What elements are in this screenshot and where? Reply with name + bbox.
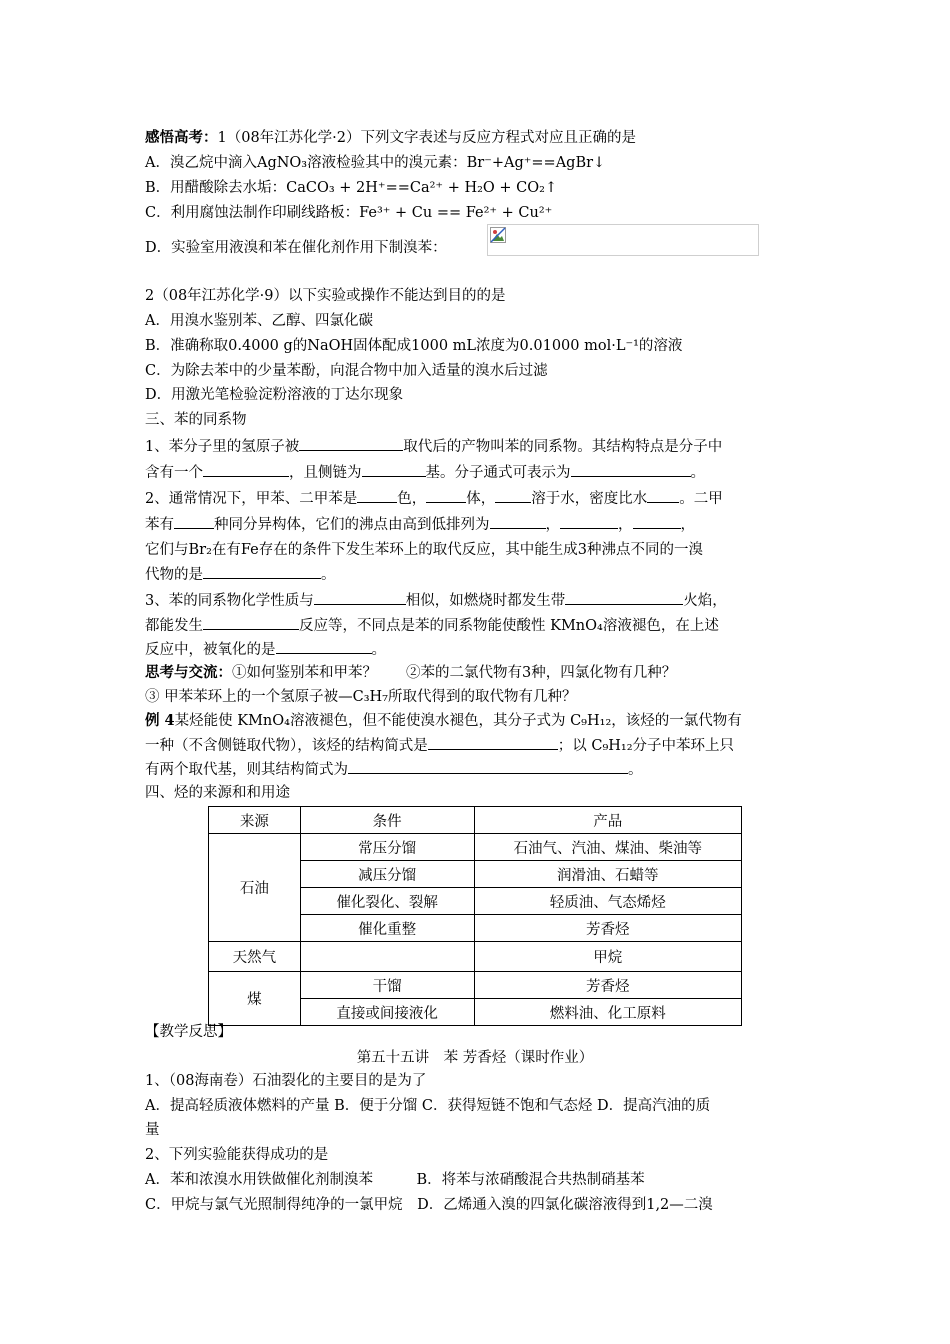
cell-condition: 干馏: [300, 972, 474, 999]
think-label: 思考与交流：: [145, 664, 232, 681]
table-row: [209, 972, 742, 999]
fill-blank[interactable]: [428, 735, 558, 750]
section-heading: 感悟高考：: [145, 129, 218, 146]
p1-line2: [145, 462, 805, 483]
q2-option-c: C．为除去苯中的少量苯酚，向混合物中加入适量的溴水后过滤: [145, 363, 548, 379]
p3-line1: [145, 590, 805, 611]
fill-blank[interactable]: [299, 436, 403, 451]
example4-text2b: ；以 C₉H₁₂分子中苯环上只: [557, 738, 735, 754]
hydrocarbon-source-table: [208, 806, 742, 1026]
p2-text-d: 溶于水，密度比水: [531, 491, 648, 507]
p2-text-i: 代物的是: [145, 567, 203, 583]
p2-text-f: 苯有: [145, 517, 174, 533]
p3-text-a: 3、苯的同系物化学性质与: [145, 593, 314, 609]
fill-blank[interactable]: [490, 514, 546, 529]
hw-q2-options-cd: C．甲烷与氯气光照制得纯净的一氯甲烷 D．乙烯通入溴的四氯化碳溶液得到1,2—二溴: [145, 1197, 713, 1213]
table-row: [209, 834, 742, 861]
q1-option-d: D．实验室用液溴和苯在催化剂作用下制溴苯：: [145, 240, 447, 256]
p2-text-b: 色，: [397, 491, 427, 507]
example4-text3a: 有两个取代基，则其结构简式为: [145, 762, 348, 778]
equation-image-placeholder: [487, 224, 759, 256]
fill-blank[interactable]: [565, 590, 683, 605]
q2-option-b: B．准确称取0.4000 g的NaOH固体配成1000 mL浓度为0.01000 mol·L⁻¹的溶液: [145, 338, 683, 354]
think-line1: [145, 663, 805, 683]
hw-q1-continuation: 量: [145, 1122, 160, 1138]
hw-q1-options: A．提高轻质液体燃料的产量 B．便于分馏 C．获得短链不饱和气态烃 D．提高汽油的质: [145, 1098, 711, 1114]
fill-blank[interactable]: [362, 462, 426, 477]
cell-condition: 减压分馏: [300, 861, 474, 888]
cell-product: 润滑油、石蜡等: [474, 861, 742, 888]
example4-label: 例 4: [145, 712, 175, 729]
fill-blank[interactable]: [571, 462, 691, 477]
fill-blank[interactable]: [174, 514, 214, 529]
p1-text-a: 1、苯分子里的氢原子被: [145, 439, 300, 455]
p3-line3: [145, 639, 805, 660]
cell-condition: 直接或间接液化: [300, 999, 474, 1026]
example4-line3: [145, 759, 805, 780]
header-source: 来源: [209, 807, 301, 834]
p2-text-c: 体，: [466, 491, 496, 507]
header-product: 产品: [474, 807, 742, 834]
p1-text-e: 基。分子通式可表示为: [425, 465, 571, 481]
p2-line4: [145, 564, 805, 585]
think-q1: ①如何鉴别苯和甲苯？: [232, 665, 377, 681]
comma: ，: [618, 517, 633, 533]
source-petroleum: 石油: [209, 834, 301, 942]
fill-blank[interactable]: [203, 615, 299, 630]
example4-line1: [145, 711, 805, 731]
section4-heading: 四、烃的来源和和用途: [145, 785, 290, 801]
p3-line2: [145, 615, 805, 636]
fill-blank[interactable]: [560, 514, 618, 529]
source-coal: 煤: [209, 972, 301, 1026]
example4-text2a: 一种（不含侧链取代物），该烃的结构简式是: [145, 738, 428, 754]
p2-text-e: 。二甲: [679, 491, 723, 507]
p3-text-e: 反应等，不同点是苯的同系物能使酸性 KMnO₄溶液褪色，在上述: [299, 618, 719, 634]
think-q2: ②苯的二氯代物有3种，四氯化物有几种？: [406, 665, 677, 681]
p3-text-d: 都能发生: [145, 618, 203, 634]
cell-condition: [300, 942, 474, 972]
q1-option-a: A．溴乙烷中滴入AgNO₃溶液检验其中的溴元素：Br⁻+Ag⁺==AgBr↓: [145, 155, 606, 171]
fill-blank[interactable]: [314, 590, 406, 605]
p2-line2: [145, 514, 805, 535]
comma: ，: [680, 517, 695, 533]
example4-text1: 某烃能使 KMnO₄溶液褪色，但不能使溴水褪色，其分子式为 C₉H₁₂，该烃的一氯代物有: [174, 713, 742, 729]
q1-option-b: B．用醋酸除去水垢：CaCO₃ + 2H⁺==Ca²⁺ + H₂O + CO₂↑: [145, 180, 558, 196]
fill-blank[interactable]: [276, 639, 372, 654]
q1-stem-line: [145, 128, 805, 148]
fill-blank[interactable]: [203, 462, 289, 477]
p2-line3: 它们与Br₂在有Fe存在的条件下发生苯环上的取代反应，其中能生成3种沸点不同的一溴: [145, 542, 703, 558]
p3-text-f: 反应中，被氧化的是: [145, 642, 276, 658]
p1-text-f: 。: [690, 465, 705, 481]
think-q3: ③ 甲苯苯环上的一个氢原子被—C₃H₇所取代得到的取代物有几种？: [145, 689, 577, 705]
p1-text-c: 含有一个: [145, 465, 203, 481]
q2-stem: 2（08年江苏化学·9）以下实验或操作不能达到目的的是: [145, 288, 506, 304]
example4-text3b: 。: [628, 762, 643, 778]
hw-q1-stem: 1、（08海南卷）石油裂化的主要目的是为了: [145, 1073, 427, 1089]
p2-text-j: 。: [321, 567, 336, 583]
fill-blank[interactable]: [647, 488, 679, 503]
teaching-reflection: 【教学反思】: [145, 1024, 232, 1040]
p3-text-c: 火焰，: [683, 593, 727, 609]
q2-option-a: A．用溴水鉴别苯、乙醇、四氯化碳: [145, 313, 373, 329]
table-row: [209, 942, 742, 972]
p2-line1: [145, 488, 805, 509]
cell-condition: 催化重整: [300, 915, 474, 942]
cell-product: 石油气、汽油、煤油、柴油等: [474, 834, 742, 861]
cell-product: 芳香烃: [474, 915, 742, 942]
header-condition: 条件: [300, 807, 474, 834]
q1-stem: 1（08年江苏化学·2）下列文字表述与反应方程式对应且正确的是: [217, 130, 637, 146]
p2-text-g: 种同分异构体，它们的沸点由高到低排列为: [214, 517, 490, 533]
cell-product: 燃料油、化工原料: [474, 999, 742, 1026]
p3-text-b: 相似，如燃烧时都发生带: [405, 593, 566, 609]
fill-blank[interactable]: [348, 759, 628, 774]
homework-title: 第五十五讲 苯 芳香烃（课时作业）: [356, 1050, 594, 1066]
p2-text-a: 2、通常情况下，甲苯、二甲苯是: [145, 491, 358, 507]
hw-q2-stem: 2、下列实验能获得成功的是: [145, 1147, 329, 1163]
fill-blank[interactable]: [495, 488, 531, 503]
fill-blank[interactable]: [633, 514, 681, 529]
p3-text-g: 。: [371, 642, 386, 658]
p1-text-b: 取代后的产物叫苯的同系物。其结构特点是分子中: [403, 439, 723, 455]
broken-image-icon: [490, 227, 506, 243]
cell-product: 轻质油、气态烯烃: [474, 888, 742, 915]
cell-product: 甲烷: [474, 942, 742, 972]
p1-text-d: ，且侧链为: [289, 465, 362, 481]
fill-blank[interactable]: [426, 488, 466, 503]
comma: ，: [545, 517, 560, 533]
section3-heading: 三、苯的同系物: [145, 412, 247, 428]
example4-line2: [145, 735, 805, 756]
fill-blank[interactable]: [203, 564, 321, 579]
p1-line1: [145, 436, 805, 457]
q1-option-c: C．利用腐蚀法制作印刷线路板：Fe³⁺ + Cu == Fe²⁺ + Cu²⁺: [145, 205, 553, 221]
cell-product: 芳香烃: [474, 972, 742, 999]
cell-condition: 常压分馏: [300, 834, 474, 861]
fill-blank[interactable]: [357, 488, 397, 503]
q2-option-d: D．用激光笔检验淀粉溶液的丁达尔现象: [145, 387, 404, 403]
cell-condition: 催化裂化、裂解: [300, 888, 474, 915]
hw-q2-options-ab: A．苯和浓溴水用铁做催化剂制溴苯 B．将苯与浓硝酸混合共热制硝基苯: [145, 1172, 645, 1188]
table-header-row: [209, 807, 742, 834]
source-natural-gas: 天然气: [209, 942, 301, 972]
